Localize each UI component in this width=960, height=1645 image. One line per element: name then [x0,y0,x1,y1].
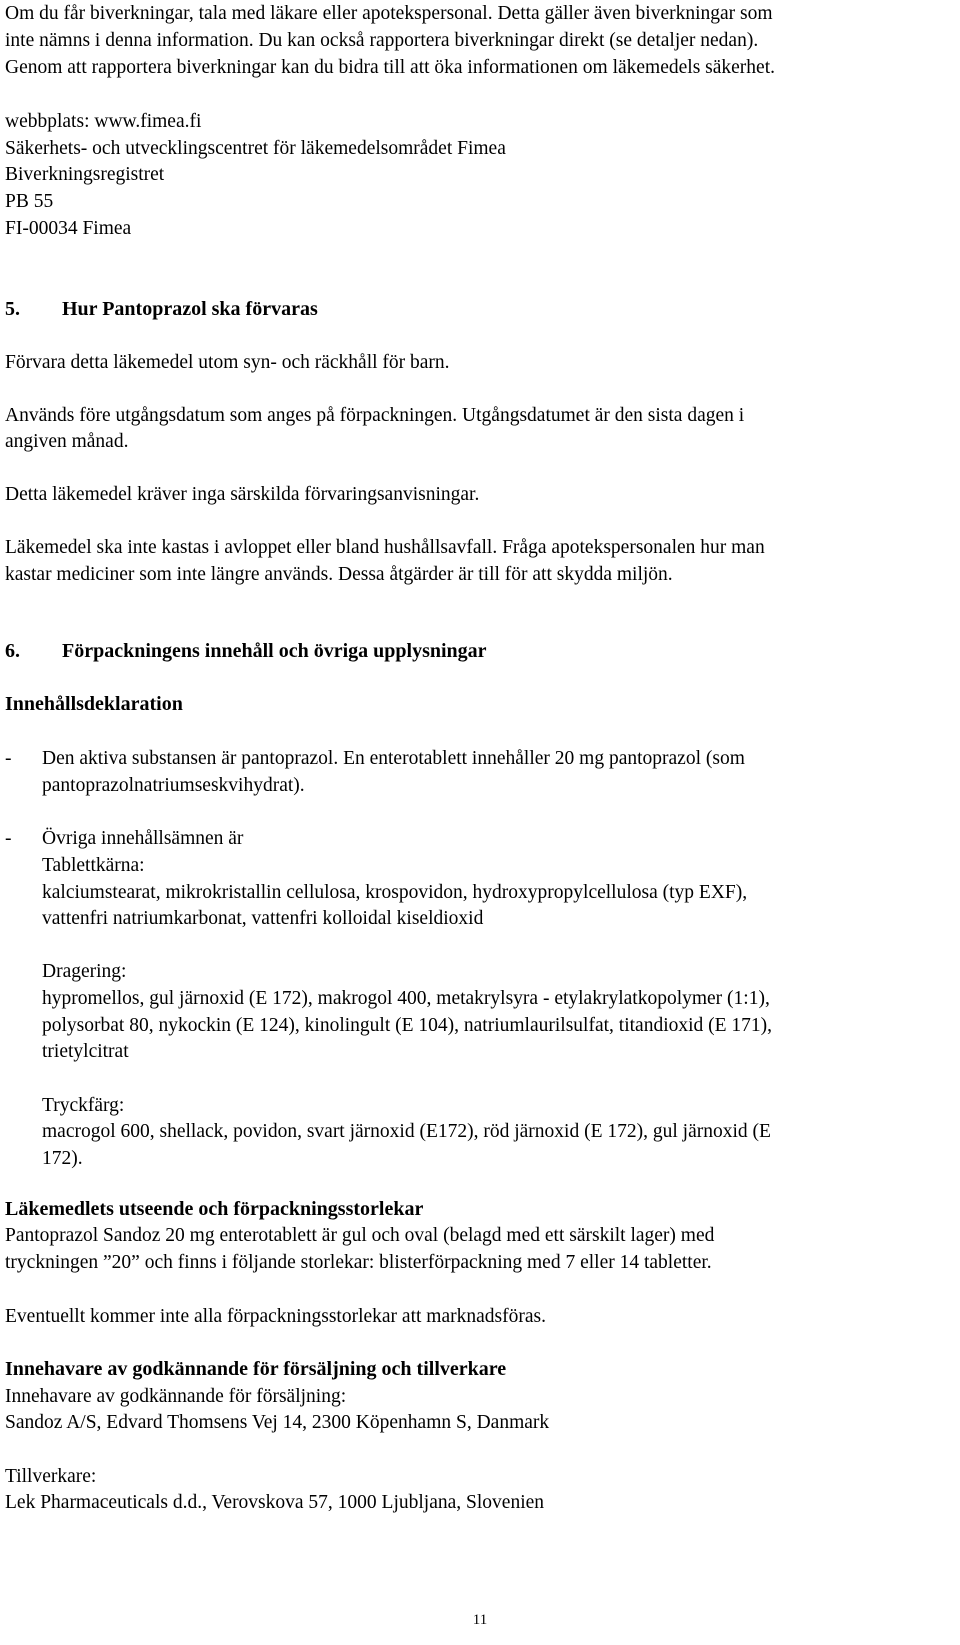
disposal-line-2: kastar mediciner som inte längre används. Dessa åtgärder är till för att skydda miljön. [5,564,673,585]
section-6-heading [5,638,487,665]
section-5-number: 5. [5,298,20,320]
tablet-core-label: Tablettkärna: [42,855,145,876]
section-6-number: 6. [5,640,20,662]
contact-registry: Biverkningsregistret [5,164,165,185]
other-ingredients-label: Övriga innehållsämnen är [42,828,244,849]
marketing-note: Eventuellt kommer inte alla förpackningsstorlekar att marknadsföras. [5,1306,546,1327]
intro-line-3: Genom att rapportera biverkningar kan du bidra till att öka informationen om läkemedels säkerhet. [5,57,775,78]
section-6-title: Förpackningens innehåll och övriga upplysningar [62,640,487,662]
printing-ink-line-2: 172). [42,1148,83,1169]
appearance-heading: Läkemedlets utseende och förpackningsstorlekar [5,1198,424,1220]
section-5-title: Hur Pantoprazol ska förvaras [62,298,318,320]
storage-conditions: Detta läkemedel kräver inga särskilda förvaringsanvisningar. [5,484,480,505]
contact-pobox: PB 55 [5,191,54,212]
tablet-core-line-2: vattenfri natriumkarbonat, vattenfri kolloidal kiseldioxid [42,908,484,929]
content-declaration-heading: Innehållsdeklaration [5,693,183,715]
storage-expiry-line-2: angiven månad. [5,431,129,452]
contact-website: webbplats: www.fimea.fi [5,111,202,132]
coating-line-1: hypromellos, gul järnoxid (E 172), makrogol 400, metakrylsyra - etylakrylatkopolymer (1:1), [42,988,770,1009]
appearance-line-1: Pantoprazol Sandoz 20 mg enterotablett är gul och oval (belagd med ett särskilt lager) med [5,1225,715,1246]
storage-children: Förvara detta läkemedel utom syn- och räckhåll för barn. [5,352,450,373]
contact-postal: FI-00034 Fimea [5,218,132,239]
holder-label: Innehavare av godkännande för försäljning: [5,1386,347,1407]
printing-ink-label: Tryckfärg: [42,1095,125,1116]
printing-ink-line-1: macrogol 600, shellack, povidon, svart järnoxid (E172), röd järnoxid (E 172), gul järnoxid (E [42,1121,771,1142]
disposal-line-1: Läkemedel ska inte kastas i avloppet eller bland hushållsavfall. Fråga apotekspersonalen hur man [5,537,765,558]
intro-line-2: inte nämns i denna information. Du kan också rapportera biverkningar direkt (se detaljer nedan). [5,30,759,51]
holder-heading: Innehavare av godkännande för försäljning och tillverkare [5,1358,507,1380]
coating-label: Dragering: [42,961,127,982]
active-substance-line-2: pantoprazolnatriumseskvihydrat). [42,775,305,796]
appearance-line-2: tryckningen ”20” och finns i följande storlekar: blisterförpackning med 7 eller 14 tabletter. [5,1252,712,1273]
section-5-heading [5,296,318,323]
coating-line-2: polysorbat 80, nykockin (E 124), kinolingult (E 104), natriumlaurilsulfat, titandioxid (E 171), [42,1015,773,1036]
storage-expiry-line-1: Används före utgångsdatum som anges på förpackningen. Utgångsdatumet är den sista dagen i [5,405,745,426]
contact-centre: Säkerhets- och utvecklingscentret för läkemedelsområdet Fimea [5,138,506,159]
manufacturer-label: Tillverkare: [5,1466,97,1487]
page-number: 11 [472,1612,488,1628]
list-dash: - [5,828,12,849]
manufacturer-address: Lek Pharmaceuticals d.d., Verovskova 57, 1000 Ljubljana, Slovenien [5,1492,545,1513]
list-dash: - [5,748,12,769]
tablet-core-line-1: kalciumstearat, mikrokristallin cellulosa, krospovidon, hydroxypropylcellulosa (typ EXF), [42,882,748,903]
intro-line-1: Om du får biverkningar, tala med läkare eller apotekspersonal. Detta gäller även biverkningar som [5,3,773,24]
coating-line-3: trietylcitrat [42,1041,129,1062]
active-substance-line-1: Den aktiva substansen är pantoprazol. En enterotablett innehåller 20 mg pantoprazol (som [42,748,745,769]
holder-address: Sandoz A/S, Edvard Thomsens Vej 14, 2300 Köpenhamn S, Danmark [5,1412,550,1433]
